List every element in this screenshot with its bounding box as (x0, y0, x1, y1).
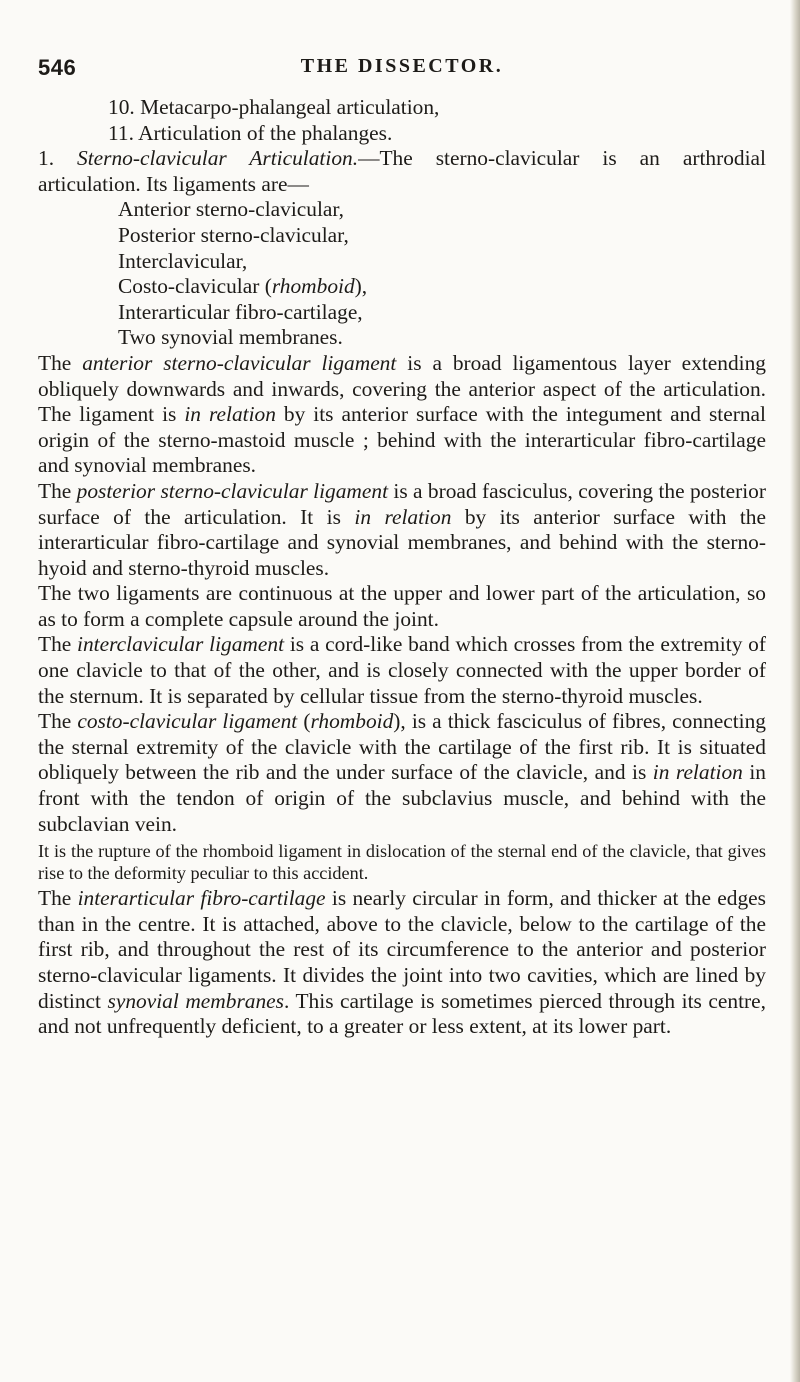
ligament-item-italic: rhomboid (271, 274, 355, 299)
section-heading-paragraph (38, 146, 766, 197)
ligament-item: Posterior sterno-clavicular, (118, 222, 349, 247)
text: The (38, 886, 78, 911)
term: rhomboid (310, 709, 394, 734)
term: interclavicular ligament (77, 632, 285, 657)
term: posterior sterno-clavicular ligament (76, 478, 389, 503)
term: costo-clavicular ligament (77, 709, 298, 734)
text: is a broad fasciculus, covering the posterior surface of the articulation. It is (38, 478, 766, 529)
list-item: 10. Metacarpo-phalangeal articulation, (108, 95, 440, 119)
small-print-note: It is the rupture of the rhomboid ligament in dislocation of the sternal end of the clavicle, that gives rise to the deformity peculiar to this accident. (38, 841, 766, 883)
ligament-item: Interclavicular, (118, 248, 248, 273)
text: is nearly circular in form, and thicker at the edges than in the centre. It is attached, above to the clavicle, below to the cartilage of the first rib, and throughout the rest of its circumference to the anterior and posterior sterno-clavicular ligaments. It divides the joint into two cavities, which are lined by distinct (38, 886, 766, 1013)
paragraph-anterior (38, 351, 766, 479)
term: in relation (184, 402, 276, 427)
ligament-item: Two synovial membranes. (118, 325, 343, 350)
text: in front with the tendon of origin of the subclavius muscle, and behind with the subclavian vein. (38, 760, 766, 836)
ligament-item: Interarticular fibro-cartilage, (118, 299, 363, 324)
list-item: 11. Articulation of the phalanges. (108, 120, 393, 145)
text: The (38, 632, 78, 657)
text: ( (297, 709, 311, 734)
term: synovial membranes (107, 988, 284, 1013)
section-title: Sterno-clavicular Articulation. (77, 146, 359, 171)
paragraph-costo-clavicular (38, 709, 766, 837)
text: is a broad ligamentous layer extending obliquely downwards and inwards, covering the anterior aspect of the articulation. The ligament is (38, 350, 766, 427)
paragraph-interclavicular (38, 632, 766, 709)
page-header (38, 55, 766, 85)
section-number: 1. (38, 146, 78, 171)
text: ), is a thick fasciculus of fibres, connecting the sternal extremity of the clavicle with the cartilage of the first rib. It is situated obliquely between the rib and the under surface of the clavicle, and is (38, 709, 767, 785)
term: in relation (354, 504, 452, 529)
ligament-item-text: ), (354, 274, 368, 299)
paragraph-fibro-cartilage (38, 886, 766, 1040)
term: interarticular fibro-cartilage (77, 886, 326, 911)
page-number: 546 (38, 55, 77, 80)
ligament-item (38, 274, 766, 300)
ligament-item: Anterior sterno-clavicular, (118, 197, 345, 222)
section-intro: —The sterno-clavicular is an arthrodial articulation. Its ligaments are— (38, 146, 766, 196)
text: is a cord-like band which crosses from the extremity of one clavicle to that of the other, and is closely connected with the upper border of the sternum. It is separated by cellular tissue from the sterno-thyroid muscles. (38, 632, 766, 708)
paragraph-continuous: The two ligaments are continuous at the upper and lower part of the articulation, so as to form a complete capsule around the joint. (38, 581, 766, 631)
text: . This cartilage is sometimes pierced through its centre, and not unfrequently deficient, to a greater or less extent, at its lower part. (38, 988, 766, 1039)
text: The (38, 709, 78, 734)
text: The (38, 350, 83, 375)
text: The (38, 478, 77, 503)
text: by its anterior surface with the integument and sternal origin of the sterno-mastoid muscle ; behind with the interarticular fibro-cartilage and synovial membranes. (38, 402, 766, 478)
running-head: THE DISSECTOR. (300, 55, 504, 77)
ligament-item-text: Costo-clavicular ( (118, 274, 272, 299)
page-body (38, 95, 766, 1040)
term: anterior sterno-clavicular ligament (82, 350, 397, 375)
term: in relation (652, 760, 743, 785)
text: by its anterior surface with the interarticular fibro-cartilage and synovial membranes, and behind with the sterno-hyoid and sterno-thyroid muscles. (38, 504, 766, 580)
paragraph-posterior (38, 479, 766, 581)
page-edge-shadow (790, 0, 800, 1382)
